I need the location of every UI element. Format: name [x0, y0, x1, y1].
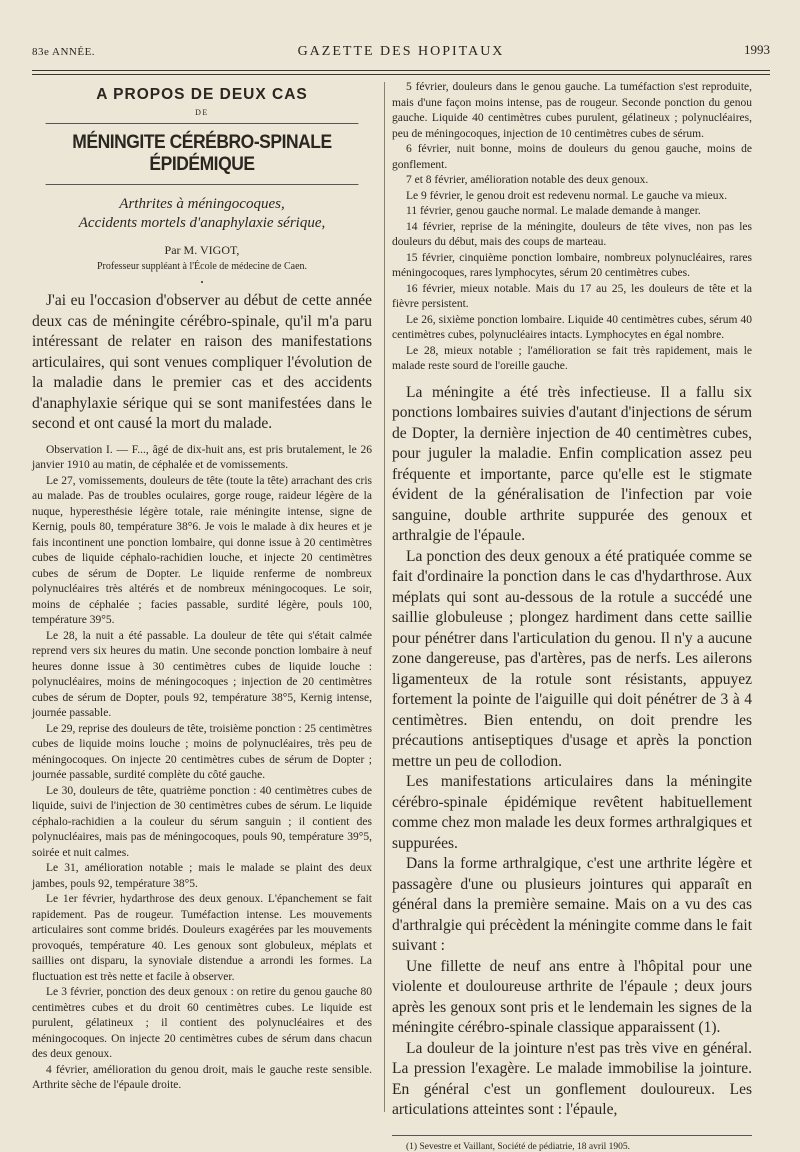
observation-paragraph: Le 3 février, ponction des deux genoux : on retire du genou gauche 80 centimètres cubes et du droit 60 centimètres cubes. Le liquide est purulent, gélatineux ; il contient des polynucléaires et des méningocoques. On injecte 20 centimètres cubes de sérum dans chacun des deux genoux.	[32, 986, 372, 1060]
page-number: 1993	[744, 42, 770, 57]
footnote-rule	[392, 1135, 752, 1136]
observation-paragraph: 7 et 8 février, amélioration notable des deux genoux.	[406, 174, 649, 186]
separator: •	[200, 278, 204, 287]
observation-paragraph: Le 26, sixième ponction lombaire. Liquide 40 centimètres cubes, sérum 40 centimètres cubes, polynucléaires intacts. Lymphocytes en égal nombre.	[392, 313, 752, 341]
footnote: (1) Sevestre et Vaillant, Société de pédiatrie, 18 avril 1905.	[406, 1141, 631, 1152]
discussion-paragraph: La douleur de la jointure n'est pas très vive en général. La pression l'exagère. Le malade immobilise la jointure. En général c'est un gonflement douloureux. Les articulations atteintes sont : l'épaule,	[392, 1039, 752, 1118]
discussion-paragraph: Dans la forme arthralgique, c'est une arthrite légère et passagère d'une ou plusieurs jointures qui apparaît en général dans la première semaine. Mais on a vu des cas d'arthralgie qui précèdent la méningite comme dans le fait suivant :	[392, 855, 753, 954]
author-line: Par M. VIGOT,	[164, 243, 240, 257]
observation-paragraph: 5 février, douleurs dans le genou gauche. La tuméfaction s'est reproduite, mais d'une façon moins intense, pas de rougeur. Seconde ponction du genou gauche. Liquide 40 centimètres cubes purulent, gélatineux ; polynucléaires, peu de méningocoques, injection de 10 centimètres cubes de sérum.	[392, 81, 752, 140]
observation-paragraph: 16 février, mieux notable. Mais du 17 au 25, les douleurs de tête et la fièvre persistent.	[392, 282, 752, 310]
header-rule	[32, 70, 770, 71]
observation-paragraph: 6 février, nuit bonne, moins de douleurs du genou gauche, moins de gonflement.	[392, 143, 752, 171]
observation-paragraph: Observation I. — F..., âgé de dix-huit ans, est pris brutalement, le 26 janvier 1910 au matin, de céphalée et de vomissements.	[32, 443, 372, 471]
observation-paragraph: Le 29, reprise des douleurs de tête, troisième ponction : 25 centimètres cubes de liquide moins louche ; moins de polynucléaires, très peu de méningocoques. On injecte 20 centimètres cubes de sérum de Dopter ; journée passable, surdité complète du côté gauche.	[32, 722, 372, 781]
observation-paragraph: Le 28, la nuit a été passable. La douleur de tête qui s'était calmée reprend vers six heures du matin. Une seconde ponction lombaire à neuf heures donne issue à 30 centimètres cubes de liquide louche : polynucléaires, moins de méningocoques ; injection de 20 centimètres cubes de sérum de Dopter, pouls 92, température 38°5, Kernig intense, journée passable.	[32, 629, 372, 719]
discussion-paragraph: La méningite a été très infectieuse. Il a fallu six ponctions lombaires suivies d'autant d'injections de sérum de Dopter, la dernière injection de 40 centimètres cubes, pour juguler la maladie. Enfin complication assez peu fréquente et importante, parce qu'elle est le stigmate évident de la généralisation de l'infection par voie sanguine, double arthrite suppurée des genoux et arthralgie de l'épaule.	[392, 383, 752, 544]
observation-paragraph: Le 27, vomissements, douleurs de tête (toute la tête) arrachant des cris au malade. Pas de troubles oculaires, gorge rouge, raideur légère de la nuque, hyperesthésie légère totale, raie méningite intense, signe de Kernig, pouls 80, température 38°6. Je vois le malade à dix heures et je fais incontinent une ponction lombaire, qui donne issue à 20 centimètres cubes de liquide céphalo-rachidien louche, et injecte 20 centimètres cubes de sérum de Dopter. Le liquide renferme de nombreux polynucléaires très altérés et de nombreux méningocoques. Le soir, moins de céphalée ; facies passable, surdité légère, pouls 100, température 39°5.	[32, 474, 372, 626]
observation-paragraph: Le 28, mieux notable ; l'amélioration se fait très rapidement, mais le malade reste sourd de l'oreille gauche.	[392, 344, 752, 372]
discussion-paragraph: Une fillette de neuf ans entre à l'hôpital pour une violente et douloureuse arthrite de l'épaule ; deux jours après les genoux sont pris et le lendemain les signes de la méningite cérébro-spinale classique apparaissent (1).	[392, 957, 752, 1036]
intro-paragraph: J'ai eu l'occasion d'observer au début de cette année deux cas de méningite cérébro-spinale, qu'il m'a paru intéressant de relater en raison des manifestations articulaires, qui sont venues compliquer l'évolution de la maladie dans le premier cas et des accidents d'anaphylaxie sérique qui se sont manifestées dans le second et ont causé la mort du malade.	[32, 292, 372, 432]
right-column	[392, 80, 752, 1152]
observation-paragraph: Le 9 février, le genou droit est redevenu normal. Le gauche va mieux.	[406, 189, 728, 202]
observation-paragraph: Le 1er février, hydarthrose des deux genoux. L'épanchement se fait rapidement. Pas de rougeur. Tuméfaction intense. Les mouvements articulaires sont comme bridés. Douleurs exagérées par les mouvements provoqués, température 40. Les genoux sont globuleux, méplats et saillies ont disparu, la synoviale distendue a arrondi les formes. La fluctuation est très nette et facile à observer.	[32, 893, 372, 983]
article-kicker: A PROPOS DE DEUX CAS	[96, 86, 308, 103]
article-subtitle-2: Accidents mortels d'anaphylaxie sérique,	[78, 215, 326, 231]
article-title: MÉNINGITE CÉRÉBRO-SPINALE ÉPIDÉMIQUE	[46, 123, 359, 185]
author-role: Professeur suppléant à l'École de médecine de Caen.	[96, 261, 308, 272]
header-rule-thin	[32, 74, 770, 75]
observation-paragraph: 4 février, amélioration du genou droit, mais le gauche reste sensible. Arthrite sèche de l'épaule droite.	[32, 1063, 372, 1091]
volume-label: 83e ANNÉE.	[32, 46, 96, 58]
article-subtitle-1: Arthrites à méningocoques,	[119, 196, 285, 212]
journal-title: GAZETTE DES HOPITAUX	[297, 44, 505, 59]
observation-paragraph: Le 30, douleurs de tête, quatrième ponction : 40 centimètres cubes de liquide, suivi de l'injection de 30 centimètres cubes de sérum. Le liquide céphalo-rachidien a la couleur du sérum sanguin ; il contient des polynucléaires, mais pas de méningocoques, pouls 90, température 39°5, soirée et nuit calmes.	[32, 784, 372, 859]
discussion-paragraph: La ponction des deux genoux a été pratiquée comme se fait d'ordinaire la ponction dans le cas d'hydarthrose. Aux méplats qui sont au-dessous de la rotule a succédé une saillie globuleuse ; plongez hardiment dans cette saillie pour pénétrer dans l'articulation du genou. Il n'y a aucune zone dangereuse, pas d'artères, pas de nerfs. Les ailerons ligamenteux de la rotule sont résistants, appuyez fortement la pointe de l'aiguille qui doit pénétrer de 3 à 4 centimètres. Bien entendu, on doit prendre les précautions antiseptiques d'usage et après la ponction mettre un peu de collodion.	[392, 547, 752, 770]
observation-paragraph: 15 février, cinquième ponction lombaire, nombreux polynucléaires, rares méningocoques, rares lymphocytes, sérum 20 centimètres cubes.	[392, 251, 752, 279]
observation-paragraph: Le 31, amélioration notable ; mais le malade se plaint des deux jambes, pouls 92, température 38°5.	[32, 862, 372, 890]
column-divider	[384, 82, 385, 1112]
observation-paragraph: 14 février, reprise de la méningite, douleurs de tête vives, non pas les douleurs du début, mais des coups de marteau.	[392, 220, 752, 248]
discussion-paragraph: Les manifestations articulaires dans la méningite cérébro-spinale épidémique revêtent habituellement comme chez mon malade les deux formes arthralgiques et suppurées.	[392, 773, 752, 852]
article-de: DE	[195, 108, 209, 117]
observation-paragraph: 11 février, genou gauche normal. Le malade demande à manger.	[406, 205, 701, 217]
left-column	[32, 80, 372, 1094]
running-header	[32, 40, 770, 64]
